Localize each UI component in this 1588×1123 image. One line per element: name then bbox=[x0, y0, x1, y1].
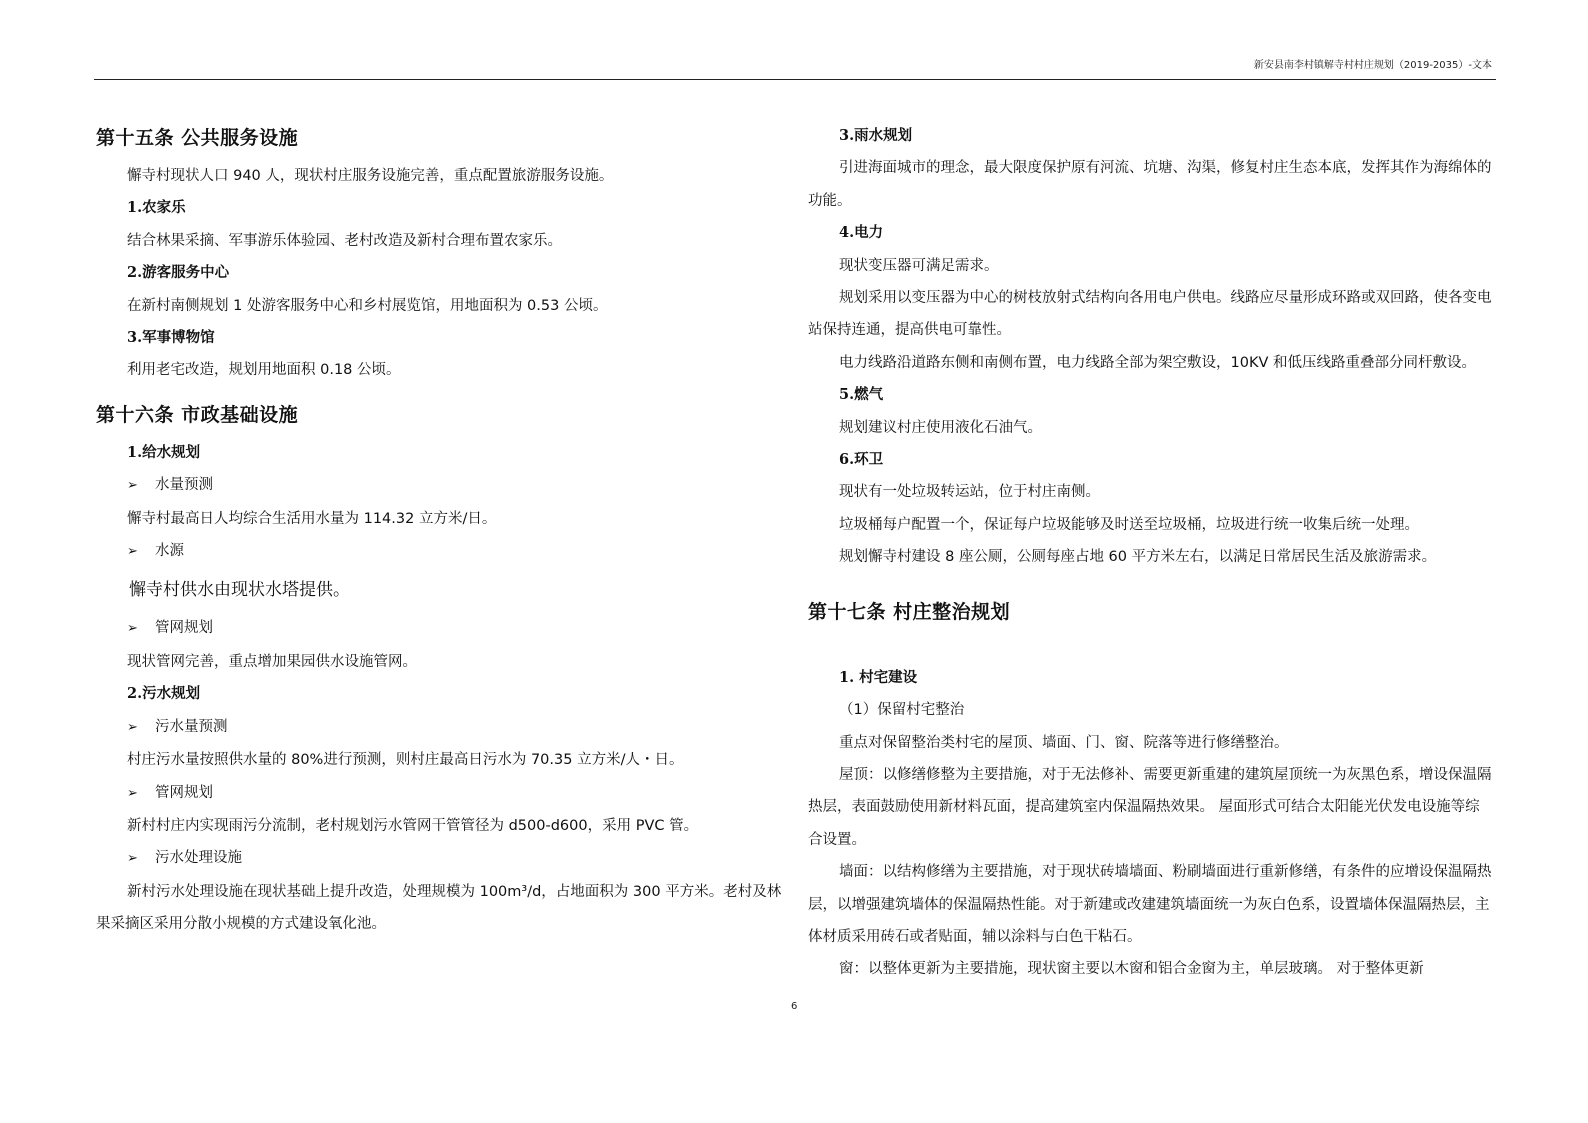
sanitation-text-1: 现状有一处垃圾转运站，位于村庄南侧。 bbox=[839, 484, 1100, 501]
bullet-pipe-plan-sewage: ➢ 管网规划 bbox=[96, 777, 786, 810]
water-forecast-text: 懈寺村最高日人均综合生活用水量为 114.32 立方米/日。 bbox=[127, 510, 497, 527]
bullet-pipe-plan-water: ➢ 管网规划 bbox=[96, 612, 786, 645]
bullet-sewage-forecast: ➢ 污水量预测 bbox=[96, 711, 786, 744]
left-column bbox=[96, 118, 786, 941]
housing-subtitle: （1）保留村宅整治 bbox=[839, 702, 965, 719]
water-source-text: 懈寺村供水由现状水塔提供。 bbox=[129, 580, 350, 601]
pipe-plan-water-text: 现状管网完善，重点增加果园供水设施管网。 bbox=[127, 653, 417, 670]
subsection-sewage-title: 2.污水规划 bbox=[127, 685, 201, 703]
subsection-museum-text: 利用老宅改造，规划用地面积 0.18 公顷。 bbox=[127, 362, 401, 379]
subsection-sanitation-title: 6.环卫 bbox=[839, 451, 884, 469]
subsection-farmstay-title: 1.农家乐 bbox=[127, 199, 186, 217]
arrow-bullet-icon: ➢ bbox=[127, 785, 138, 801]
article-15-title: 第十五条 公共服务设施 bbox=[96, 127, 299, 149]
arrow-bullet-icon: ➢ bbox=[127, 851, 138, 867]
arrow-bullet-icon: ➢ bbox=[127, 544, 138, 560]
sewage-treatment-text: 新村污水处理设施在现状基础上提升改造，处理规模为 100m³/d，占地面积为 300 平方米。老村及林果采摘区采用分散小规模的方式建设氧化池。 bbox=[96, 883, 782, 933]
power-text-1: 现状变压器可满足需求。 bbox=[839, 257, 999, 274]
sanitation-text-2: 垃圾桶每户配置一个，保证每户垃圾能够及时送至垃圾桶，垃圾进行统一收集后统一处理。 bbox=[839, 516, 1419, 533]
bullet-sewage-treatment: ➢ 污水处理设施 bbox=[96, 842, 786, 875]
power-text-2: 规划采用以变压器为中心的树枝放射式结构向各用电户供电。线路应尽量形成环路或双回路，使各变电站保持连通，提高供电可靠性。 bbox=[808, 290, 1492, 339]
arrow-bullet-icon: ➢ bbox=[127, 719, 138, 735]
gas-text: 规划建议村庄使用液化石油气。 bbox=[839, 419, 1042, 436]
arrow-bullet-icon: ➢ bbox=[127, 621, 138, 637]
bullet-water-forecast: ➢ 水量预测 bbox=[96, 469, 786, 502]
bullet-water-source: ➢ 水源 bbox=[96, 535, 786, 568]
subsection-museum-title: 3.军事博物馆 bbox=[127, 329, 215, 347]
spacer bbox=[808, 634, 1494, 662]
page-number: 6 bbox=[791, 1001, 798, 1012]
subsection-visitor-center-title: 2.游客服务中心 bbox=[127, 264, 230, 282]
window-text: 窗：以整体更新为主要措施，现状窗主要以木窗和铝合金窗为主，单层玻璃。 对于整体更新 bbox=[839, 961, 1424, 978]
subsection-gas-title: 5.燃气 bbox=[839, 386, 884, 404]
header-divider bbox=[94, 79, 1496, 80]
subsection-housing-title: 1. 村宅建设 bbox=[839, 668, 918, 686]
housing-text-1: 重点对保留整治类村宅的屋顶、墙面、门、窗、院落等进行修缮整治。 bbox=[839, 734, 1289, 751]
subsection-visitor-center-text: 在新村南侧规划 1 处游客服务中心和乡村展览馆，用地面积为 0.53 公顷。 bbox=[127, 297, 608, 314]
document-header-title: 新安县南李村镇解寺村村庄规划（2019-2035）-文本 bbox=[1253, 60, 1492, 71]
article-17-title: 第十七条 村庄整治规划 bbox=[808, 600, 1011, 623]
subsection-power-title: 4.电力 bbox=[839, 224, 884, 242]
pipe-plan-sewage-text: 新村村庄内实现雨污分流制，老村规划污水管网干管管径为 d500-d600，采用 PVC 管。 bbox=[127, 817, 699, 834]
roof-text: 屋顶：以修缮修整为主要措施，对于无法修补、需要更新重建的建筑屋顶统一为灰黑色系，增设保温隔热层，表面鼓励使用新材料瓦面，提高建筑室内保温隔热效果。 屋面形式可结合太阳能光伏发电设施等综合设置。 bbox=[808, 766, 1492, 848]
sewage-forecast-text: 村庄污水量按照供水量的 80%进行预测，则村庄最高日污水为 70.35 立方米/人・日。 bbox=[127, 752, 684, 769]
subsection-farmstay-text: 结合林果采摘、军事游乐体验园、老村改造及新村合理布置农家乐。 bbox=[127, 232, 562, 249]
wall-text: 墙面：以结构修缮为主要措施，对于现状砖墙墙面、粉刷墙面进行重新修缮，有条件的应增设保温隔热层，以增强建筑墙体的保温隔热性能。对于新建或改建建筑墙面统一为灰白色系，设置墙体保温隔热层，主体材质采用砖石或者贴面，辅以涂料与白色干粘石。 bbox=[808, 864, 1492, 945]
article-15-intro: 懈寺村现状人口 940 人，现状村庄服务设施完善，重点配置旅游服务设施。 bbox=[127, 168, 614, 184]
rainwater-text: 引进海面城市的理念，最大限度保护原有河流、坑塘、沟渠，修复村庄生态本底，发挥其作为海绵体的功能。 bbox=[808, 160, 1492, 209]
power-text-3: 电力线路沿道路东侧和南侧布置，电力线路全部为架空敷设，10KV 和低压线路重叠部分同杆敷设。 bbox=[839, 354, 1476, 371]
subsection-rainwater-title: 3.雨水规划 bbox=[839, 127, 913, 144]
subsection-water-supply-title: 1.给水规划 bbox=[127, 443, 201, 461]
right-column bbox=[808, 120, 1494, 986]
sanitation-text-3: 规划懈寺村建设 8 座公厕，公厕每座占地 60 平方米左右，以满足日常居民生活及旅游需求。 bbox=[839, 549, 1437, 566]
arrow-bullet-icon: ➢ bbox=[127, 478, 138, 494]
article-16-title: 第十六条 市政基础设施 bbox=[96, 403, 299, 426]
